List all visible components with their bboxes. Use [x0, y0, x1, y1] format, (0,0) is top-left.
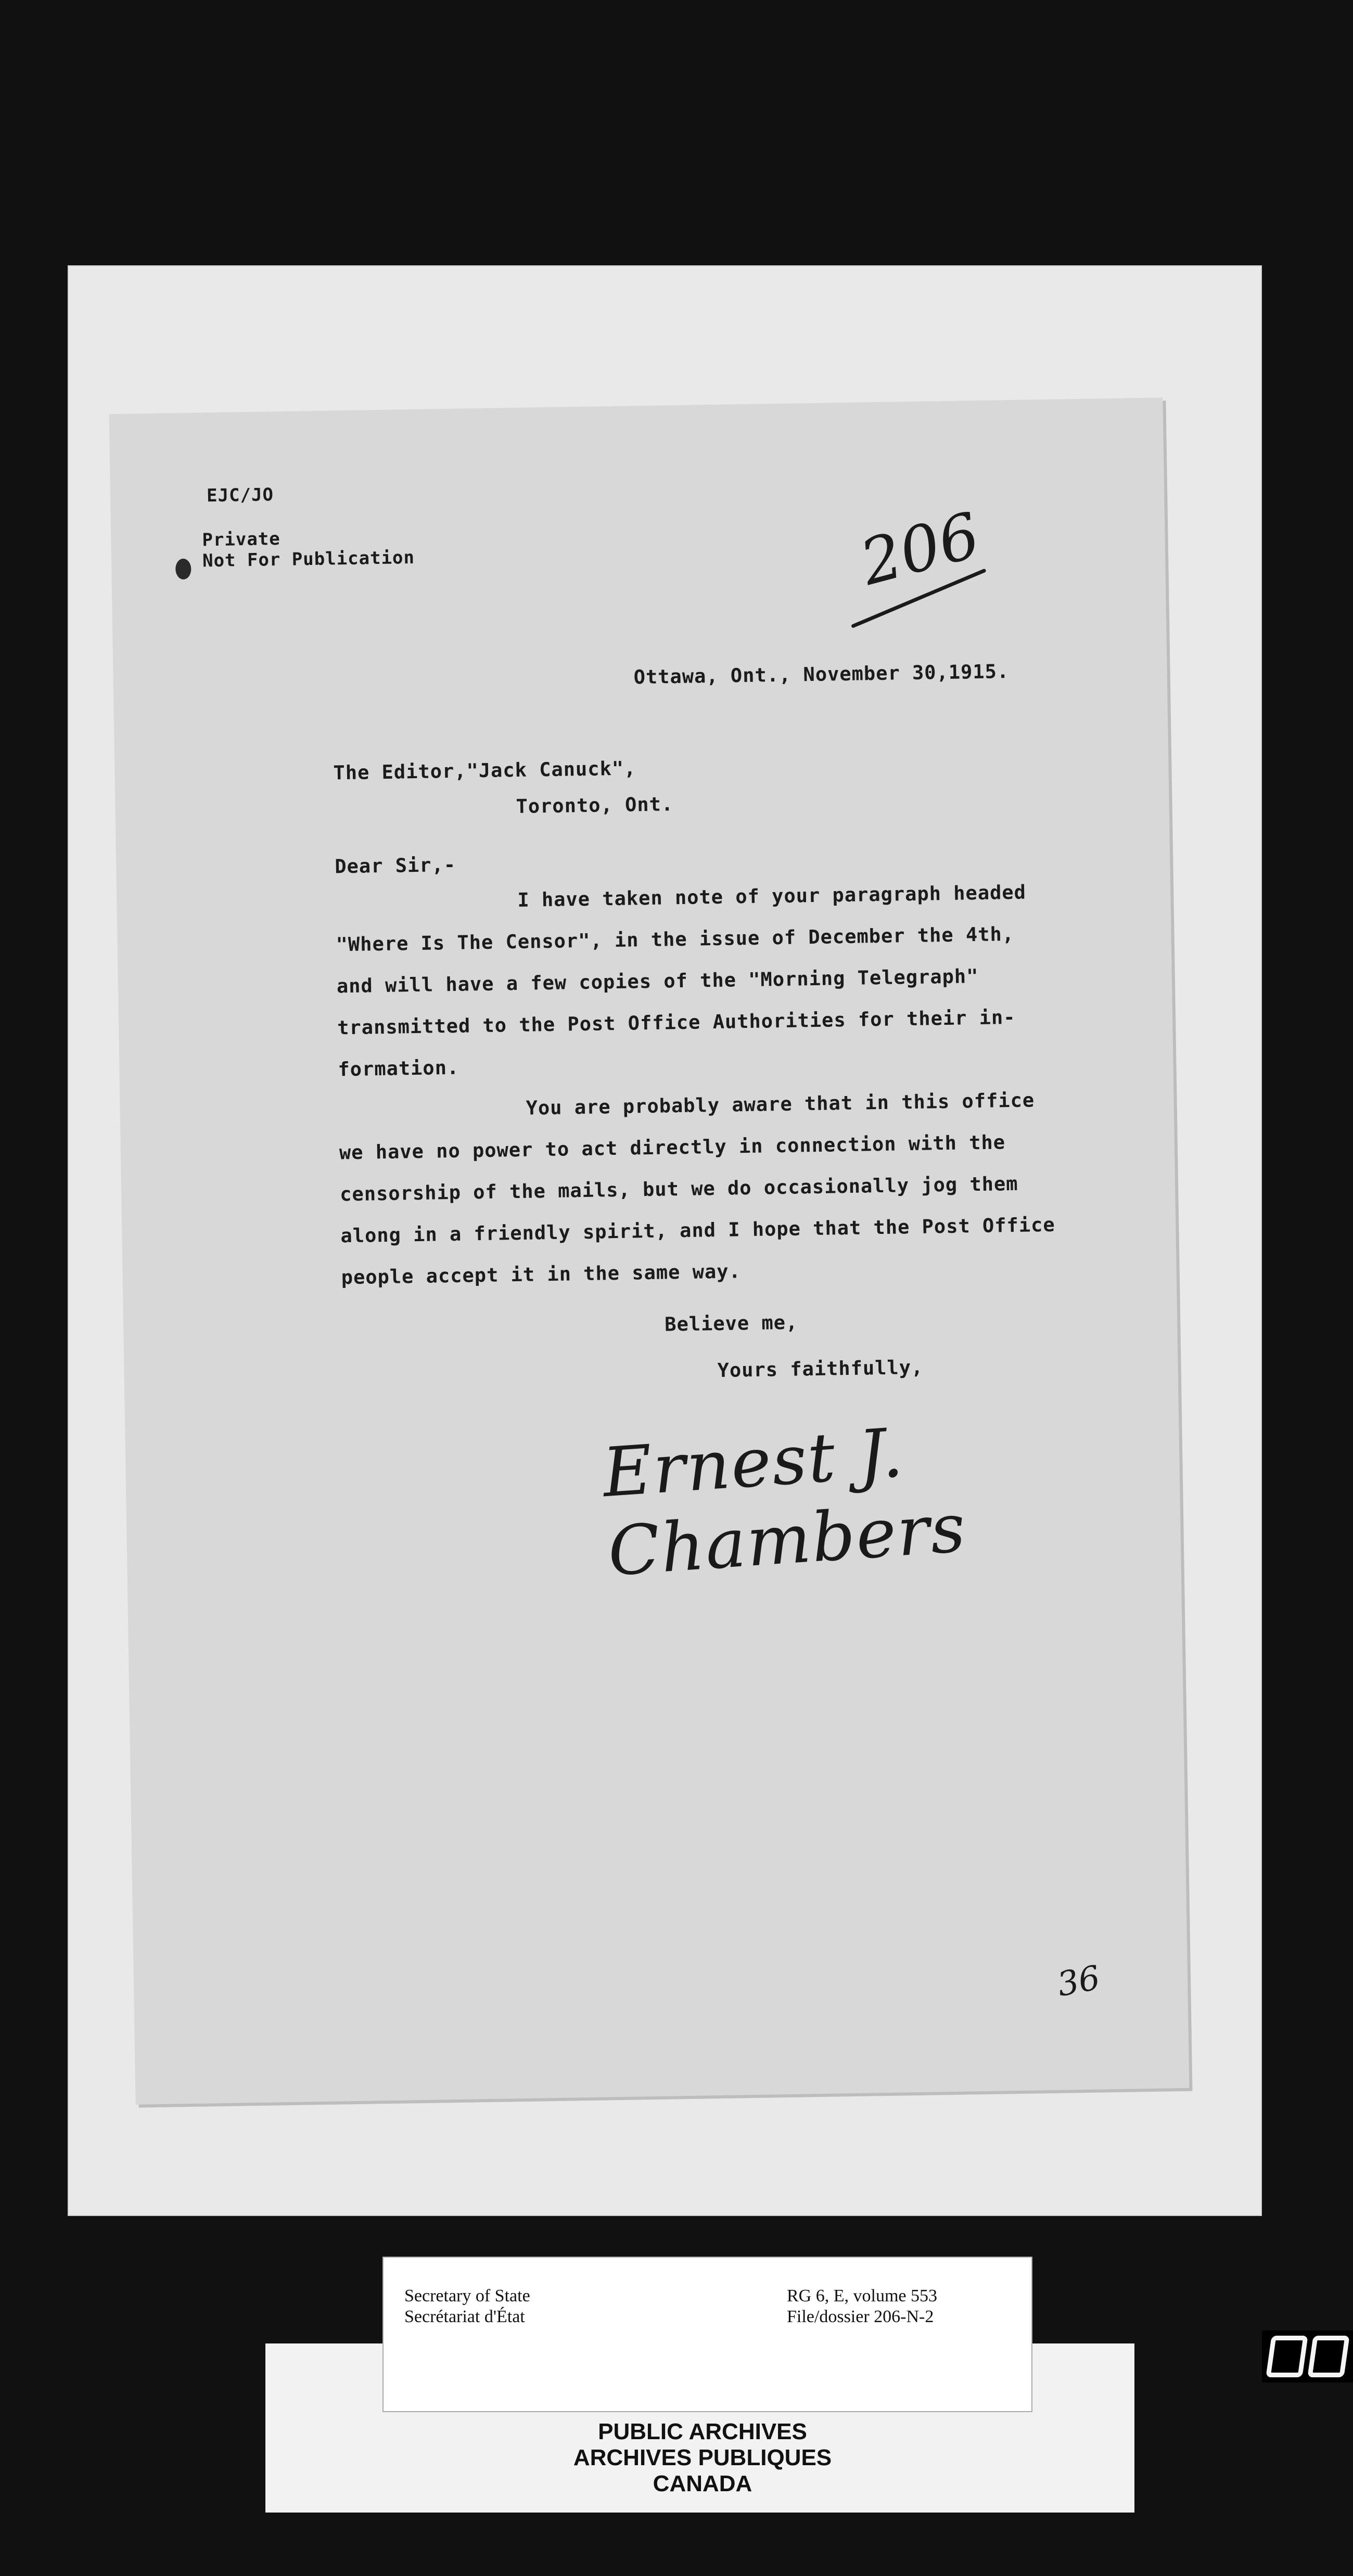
archives-reference-card: [382, 2257, 1032, 2412]
body-line: You are probably aware that in this office: [526, 1089, 1035, 1119]
addressee-line-2: Toronto, Ont.: [516, 793, 674, 818]
body-line: people accept it in the same way.: [341, 1260, 742, 1289]
letter-page: [109, 397, 1190, 2104]
record-group-volume: RG 6, E, volume 553: [787, 2286, 937, 2305]
closing-yours-faithfully: Yours faithfully,: [717, 1356, 924, 1382]
counter-digit: [1307, 2336, 1349, 2377]
body-line: I have taken note of your paragraph headed: [517, 881, 1027, 911]
not-for-publication-label: Not For Publication: [202, 547, 415, 572]
archives-line-3: CANADA: [653, 2471, 752, 2496]
body-line: and will have a few copies of the "Morning Telegraph": [336, 964, 979, 998]
body-line: formation.: [338, 1056, 459, 1081]
body-line: "Where Is The Censor", in the issue of December the 4th,: [336, 922, 1015, 956]
department-french: Secrétariat d'État: [404, 2307, 525, 2326]
archives-line-2: ARCHIVES PUBLIQUES: [573, 2445, 832, 2470]
body-line: along in a friendly spirit, and I hope that the Post Office: [340, 1213, 1055, 1247]
file-number-handwritten: 206: [853, 499, 987, 600]
counter-digit: [1266, 2336, 1308, 2377]
archives-line-1: PUBLIC ARCHIVES: [598, 2419, 807, 2444]
punch-mark: [175, 559, 192, 579]
signature: Ernest J. Chambers: [600, 1413, 969, 1591]
department-english: Secretary of State: [404, 2286, 530, 2305]
body-line: censorship of the mails, but we do occasionally jog them: [339, 1172, 1018, 1206]
closing-believe-me: Believe me,: [664, 1311, 798, 1336]
private-label: Private: [202, 528, 281, 551]
file-dossier: File/dossier 206-N-2: [787, 2307, 934, 2326]
addressee-line-1: The Editor,"Jack Canuck",: [333, 757, 636, 784]
body-line: transmitted to the Post Office Authorities for their in-: [337, 1006, 1016, 1039]
salutation: Dear Sir,-: [334, 853, 456, 878]
frame-counter: [1262, 2330, 1353, 2382]
reference-initials: EJC/JO: [206, 484, 274, 507]
page-number-handwritten: 36: [1054, 1959, 1103, 2005]
dateline: Ottawa, Ont., November 30,1915.: [633, 660, 1010, 689]
body-line: we have no power to act directly in connection with the: [339, 1131, 1006, 1164]
